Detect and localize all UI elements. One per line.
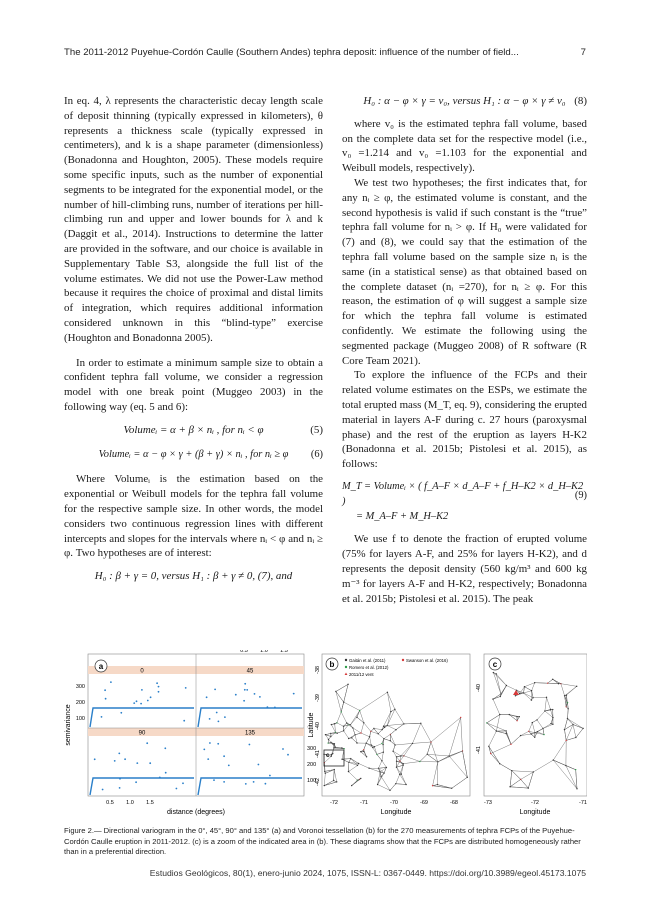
panel-b-xlabel: Longitude bbox=[380, 809, 412, 816]
variogram-point bbox=[141, 689, 143, 691]
left-column bbox=[64, 94, 323, 588]
variogram-point bbox=[258, 764, 260, 766]
sample-point bbox=[496, 730, 497, 731]
running-title: The 2011-2012 Puyehue-Cordón Caulle (Southern Andes) tephra deposit: influence of the number of field... bbox=[64, 47, 519, 58]
variogram-point bbox=[176, 788, 178, 790]
variogram-point bbox=[267, 706, 269, 708]
variogram-point bbox=[183, 720, 185, 722]
sample-point bbox=[341, 711, 342, 712]
paragraph: We use f to denote the fraction of erupted volume (75% for layers A-F, and 25% for layers H-K2), and d represents the deposit density (560 kg/m³ and 600 kg m⁻³ for layers A-F and H-K2, respectively; Bonadonna et al. 2015b; Pistolesi et al. 2015). The peak bbox=[342, 533, 587, 605]
variogram-point bbox=[243, 700, 245, 702]
sample-point bbox=[389, 790, 390, 791]
svg-text:300: 300 bbox=[75, 684, 85, 690]
svg-text:-39: -39 bbox=[315, 694, 321, 702]
variogram-point bbox=[274, 707, 276, 709]
sample-point bbox=[325, 734, 326, 735]
panel-c-xlabel: Longitude bbox=[519, 809, 551, 816]
svg-text:-71: -71 bbox=[360, 800, 368, 806]
svg-text:200: 200 bbox=[307, 762, 317, 768]
variogram-point bbox=[158, 691, 160, 693]
variogram-point bbox=[228, 765, 230, 767]
right-column bbox=[342, 94, 587, 606]
sample-point bbox=[509, 786, 510, 787]
svg-text:-41: -41 bbox=[315, 750, 321, 758]
variogram-point bbox=[101, 716, 103, 718]
svg-text:-40: -40 bbox=[315, 722, 321, 730]
sample-point bbox=[337, 733, 338, 734]
svg-text:Swanson et al. (2016): Swanson et al. (2016) bbox=[406, 658, 448, 663]
sample-point bbox=[360, 732, 361, 733]
variogram-point bbox=[114, 760, 116, 762]
sample-point bbox=[383, 726, 384, 727]
sample-point bbox=[490, 753, 491, 754]
variogram-point bbox=[120, 712, 122, 714]
variogram-point bbox=[249, 744, 251, 746]
sample-point bbox=[380, 776, 381, 777]
sample-point bbox=[550, 723, 551, 724]
sample-point bbox=[381, 743, 382, 744]
sample-point bbox=[348, 771, 349, 772]
sample-point bbox=[467, 777, 468, 778]
variogram-point bbox=[140, 703, 142, 705]
svg-text:0.5: 0.5 bbox=[240, 650, 248, 654]
sample-point bbox=[575, 769, 576, 770]
sample-point bbox=[363, 751, 364, 752]
svg-text:1.0: 1.0 bbox=[126, 800, 134, 806]
sample-point bbox=[356, 742, 357, 743]
variogram-point bbox=[133, 702, 135, 704]
svg-text:-41: -41 bbox=[476, 746, 482, 754]
sample-point bbox=[358, 763, 359, 764]
svg-text:c: c bbox=[326, 753, 330, 759]
svg-text:300: 300 bbox=[307, 746, 317, 752]
sample-point bbox=[377, 784, 378, 785]
variogram-point bbox=[213, 779, 215, 781]
sample-point bbox=[405, 784, 406, 785]
sample-point bbox=[348, 738, 349, 739]
panel-a-letter: a bbox=[98, 662, 104, 671]
sample-point bbox=[546, 697, 547, 698]
panel-b-voronoi bbox=[308, 654, 470, 816]
sample-point bbox=[368, 768, 369, 769]
sample-point bbox=[341, 759, 342, 760]
svg-text:0.5: 0.5 bbox=[106, 800, 114, 806]
panel-c-frame bbox=[484, 654, 587, 796]
variogram-point bbox=[235, 694, 237, 696]
svg-text:Romero et al. (2012): Romero et al. (2012) bbox=[349, 665, 389, 670]
svg-text:-42: -42 bbox=[315, 778, 321, 786]
svg-text:-38: -38 bbox=[315, 666, 321, 674]
panel-c-zoom bbox=[476, 654, 587, 816]
panel-a-ylabel: semivariance bbox=[65, 704, 72, 746]
variogram-point bbox=[253, 781, 255, 783]
variogram-point bbox=[159, 777, 161, 779]
variogram-point bbox=[165, 772, 167, 774]
sample-point bbox=[537, 731, 538, 732]
sample-point bbox=[369, 736, 370, 737]
svg-text:100: 100 bbox=[307, 778, 317, 784]
sample-point bbox=[390, 711, 391, 712]
sample-point bbox=[492, 698, 493, 699]
strip-label: 0 bbox=[140, 668, 144, 675]
svg-text:100: 100 bbox=[75, 716, 85, 722]
variogram-point bbox=[136, 762, 138, 764]
sample-point bbox=[532, 722, 533, 723]
svg-text:-72: -72 bbox=[330, 800, 338, 806]
panel-b-ylabel: Latitude bbox=[308, 712, 315, 738]
variogram-point bbox=[245, 783, 247, 785]
svg-text:-69: -69 bbox=[420, 800, 428, 806]
variogram-point bbox=[269, 775, 271, 777]
sample-point bbox=[531, 690, 532, 691]
strip-label: 90 bbox=[138, 730, 146, 737]
svg-text:200: 200 bbox=[75, 700, 85, 706]
variogram-point bbox=[185, 687, 187, 689]
variogram-point bbox=[119, 778, 121, 780]
variogram-point bbox=[135, 781, 137, 783]
sample-point bbox=[360, 778, 361, 779]
sample-point bbox=[334, 743, 335, 744]
svg-text:1.5: 1.5 bbox=[146, 800, 154, 806]
variogram-point bbox=[206, 696, 208, 698]
variogram-point bbox=[118, 753, 120, 755]
paragraph: In order to estimate a minimum sample size to obtain a confident tephra fall volume, we consider a regression model with one break point (Muggeo 2003) in the following way (eq. 5 and 6): bbox=[64, 356, 323, 413]
sample-point bbox=[460, 717, 461, 718]
variogram-point bbox=[94, 758, 96, 760]
sample-point bbox=[334, 723, 335, 724]
svg-text:-40: -40 bbox=[476, 684, 482, 692]
sample-point bbox=[493, 672, 494, 673]
variogram-point bbox=[164, 747, 166, 749]
sample-point bbox=[558, 683, 559, 684]
variogram-point bbox=[146, 742, 148, 744]
sample-point bbox=[564, 695, 565, 696]
sample-point bbox=[371, 744, 372, 745]
variogram-point bbox=[265, 783, 267, 785]
sample-point bbox=[324, 785, 325, 786]
paragraph: Where Volumeᵢ is the estimation based on the exponential or Weibull models for the tephra fall volume for the respective sample size. In other words, the model considers two continuous regression lines with different intercepts and slopes for the intervals where nᵢ < φ and nᵢ ≥ φ. Two hypotheses are of interest: bbox=[64, 473, 323, 560]
sample-point bbox=[331, 754, 332, 755]
variogram-point bbox=[147, 700, 149, 702]
variogram-point bbox=[150, 696, 152, 698]
paragraph: We test two hypotheses; the first indicates that, for any nᵢ ≥ φ, the estimated volume is constant, and the second hypothesis is valid if such constant is the “true” tephra fall volume for nᵢ > φ. If H₀ were validated for (7) and (8), we could say that the estimation of the tephra fall volume based on the sample size nᵢ is the same (in a statistical sense) as that obtained based on the complete dataset (nᵢ =270), for nᵢ ≥ φ. For this reason, the estimation of φ will suggest a sample size for which the tephra fall volume is estimated confidently. We estimate the following using the segmented package (Muggeo 2008) of R software (R Core Team 2021). bbox=[342, 176, 587, 367]
page-number: 7 bbox=[580, 47, 586, 58]
page-footer: Estudios Geológicos, 80(1), enero-junio 2024, 1075, ISSN-L: 0367-0449. https://doi.org/10.3989/egeol.45173.1075 bbox=[149, 868, 586, 878]
variogram-point bbox=[217, 743, 219, 745]
variogram-point bbox=[110, 681, 112, 683]
figure-caption: Figure 2.— Directional variogram in the 0°, 45°, 90° and 135° (a) and Voronoi tessellation (b) for the 270 measurements of tephra FCPs of the Puyehue-Cordón Caulle eruption in 2011-2012. (c) is a zoom of the indicated area in (b). These diagrams show that the FCPs are distributed homogeneously rather than in a preferential direction. bbox=[64, 826, 581, 856]
paragraph: In eq. 4, λ represents the characteristic decay length scale of deposit thinning (typically expressed in kilometers), θ represents a thickness scale (typically expressed in centimeters), and k is a shape parameter (dimensionless) (Bonadonna and Houghton, 2005). These models require some specific inputs, such as the number of exponential segments to be integrated for the exponential model, or the number of hill-climbing runs, number of iterations per hill-climbing run and upper and lower bounds for λ and k (Daggit et al., 2014). Instructions to determine the latter are provided in the software, and our choice is available in Supplementary Table S3, alongside the full list of the volume estimates. We did not use the Power-Law method because it requires the choice of proximal and distal limits of integration, which requires additional information considered unknown in this “blind-type” exercise (Houghton and Bonadonna 2005). bbox=[64, 95, 323, 344]
variogram-point bbox=[259, 696, 261, 698]
running-header bbox=[64, 47, 586, 58]
equation-5: Volumeᵢ = α + β × nᵢ , for nᵢ < φ (5) bbox=[123, 423, 323, 436]
equation-9: M_T = Volumeᵢ × ( f_A–F × d_A–F + f_H–K2 × d_H–K2 ) = M_A–F + M_H–K2 (9) bbox=[342, 480, 587, 522]
sample-point bbox=[387, 692, 388, 693]
variogram-point bbox=[287, 754, 289, 756]
variogram-point bbox=[207, 758, 209, 760]
variogram-point bbox=[223, 781, 225, 783]
variogram-point bbox=[209, 742, 211, 744]
svg-text:-73: -73 bbox=[484, 800, 492, 806]
variogram-point bbox=[203, 749, 205, 751]
svg-text:-70: -70 bbox=[390, 800, 398, 806]
svg-text:1.0: 1.0 bbox=[260, 650, 268, 654]
paragraph: To explore the influence of the FCPs and their related volume estimates on the ESPs, we estimate the total erupted mass (M_T, eq. 9), considering the erupted material in layers A-F during c. 27 hours (paroxysmal phase) and the rest of the eruption as layers H-K2 (Bonadonna et al. 2015b; Pistolesi et al. 2015), as follows: bbox=[342, 369, 587, 471]
variogram-point bbox=[223, 755, 225, 757]
sample-point bbox=[419, 761, 420, 762]
sample-point bbox=[359, 710, 360, 711]
paragraph: where v₀ is the estimated tephra fall volume, based on the complete data set for the respective model (i.e., v₀ =1.214 and v₀ =1.103 for the exponential and Weibull models, respectively). bbox=[342, 117, 587, 175]
variogram-point bbox=[119, 787, 121, 789]
variogram-point bbox=[182, 782, 184, 784]
sample-point bbox=[390, 740, 391, 741]
variogram-point bbox=[158, 686, 160, 688]
sample-point bbox=[341, 747, 342, 748]
sample-point bbox=[566, 740, 567, 741]
variogram-point bbox=[209, 718, 211, 720]
variogram-point bbox=[246, 689, 248, 691]
variogram-point bbox=[224, 716, 226, 718]
sample-point bbox=[403, 723, 404, 724]
variogram-point bbox=[244, 683, 246, 685]
variogram-point bbox=[104, 689, 106, 691]
variogram-point bbox=[105, 698, 107, 700]
strip-label: 45 bbox=[246, 668, 254, 675]
sample-point bbox=[506, 685, 507, 686]
variogram-point bbox=[216, 712, 218, 714]
svg-text:-71: -71 bbox=[579, 800, 587, 806]
variogram-point bbox=[124, 758, 126, 760]
sample-point bbox=[531, 699, 532, 700]
figure-2 bbox=[64, 650, 587, 820]
sample-point bbox=[519, 693, 520, 694]
sample-point bbox=[582, 728, 583, 729]
svg-text:-72: -72 bbox=[531, 800, 539, 806]
sample-point bbox=[576, 686, 577, 687]
panel-a-xlabel: distance (degrees) bbox=[167, 809, 225, 816]
variogram-point bbox=[218, 721, 220, 723]
svg-text:2011/12 vent: 2011/12 vent bbox=[349, 672, 374, 677]
sample-point bbox=[499, 714, 500, 715]
equation-8: H₀ : α − φ × γ = v₀, versus H₁ : α − φ × γ ≠ v₀ (8) bbox=[363, 95, 587, 107]
sample-point bbox=[386, 767, 387, 768]
panel-a-variogram bbox=[65, 650, 316, 816]
svg-text:1.5: 1.5 bbox=[280, 650, 288, 654]
variogram-point bbox=[102, 789, 104, 791]
svg-text:b: b bbox=[329, 660, 335, 669]
strip-label: 135 bbox=[244, 730, 256, 737]
sample-point bbox=[496, 673, 497, 674]
equation-7: H₀ : β + γ = 0, versus H₁ : β + γ ≠ 0, (7), and bbox=[94, 570, 293, 583]
svg-text:-68: -68 bbox=[450, 800, 458, 806]
sample-point bbox=[510, 744, 511, 745]
sample-point bbox=[396, 767, 397, 768]
variogram-point bbox=[149, 762, 151, 764]
sample-point bbox=[531, 733, 532, 734]
variogram-point bbox=[156, 682, 158, 684]
variogram-point bbox=[244, 689, 246, 691]
variogram-point bbox=[293, 693, 295, 695]
svg-text:Gaitán et al. (2011): Gaitán et al. (2011) bbox=[349, 658, 386, 663]
sample-point bbox=[432, 785, 433, 786]
sample-point bbox=[347, 684, 348, 685]
sample-point bbox=[401, 773, 402, 774]
figure-2-graphic bbox=[64, 650, 587, 820]
svg-text:c: c bbox=[492, 660, 498, 669]
equation-6: Volumeᵢ = α − φ × γ + (β + γ) × nᵢ , for nᵢ ≥ φ (6) bbox=[98, 448, 323, 460]
variogram-point bbox=[136, 700, 138, 702]
variogram-point bbox=[254, 693, 256, 695]
variogram-point bbox=[214, 689, 216, 691]
variogram-point bbox=[282, 748, 284, 750]
